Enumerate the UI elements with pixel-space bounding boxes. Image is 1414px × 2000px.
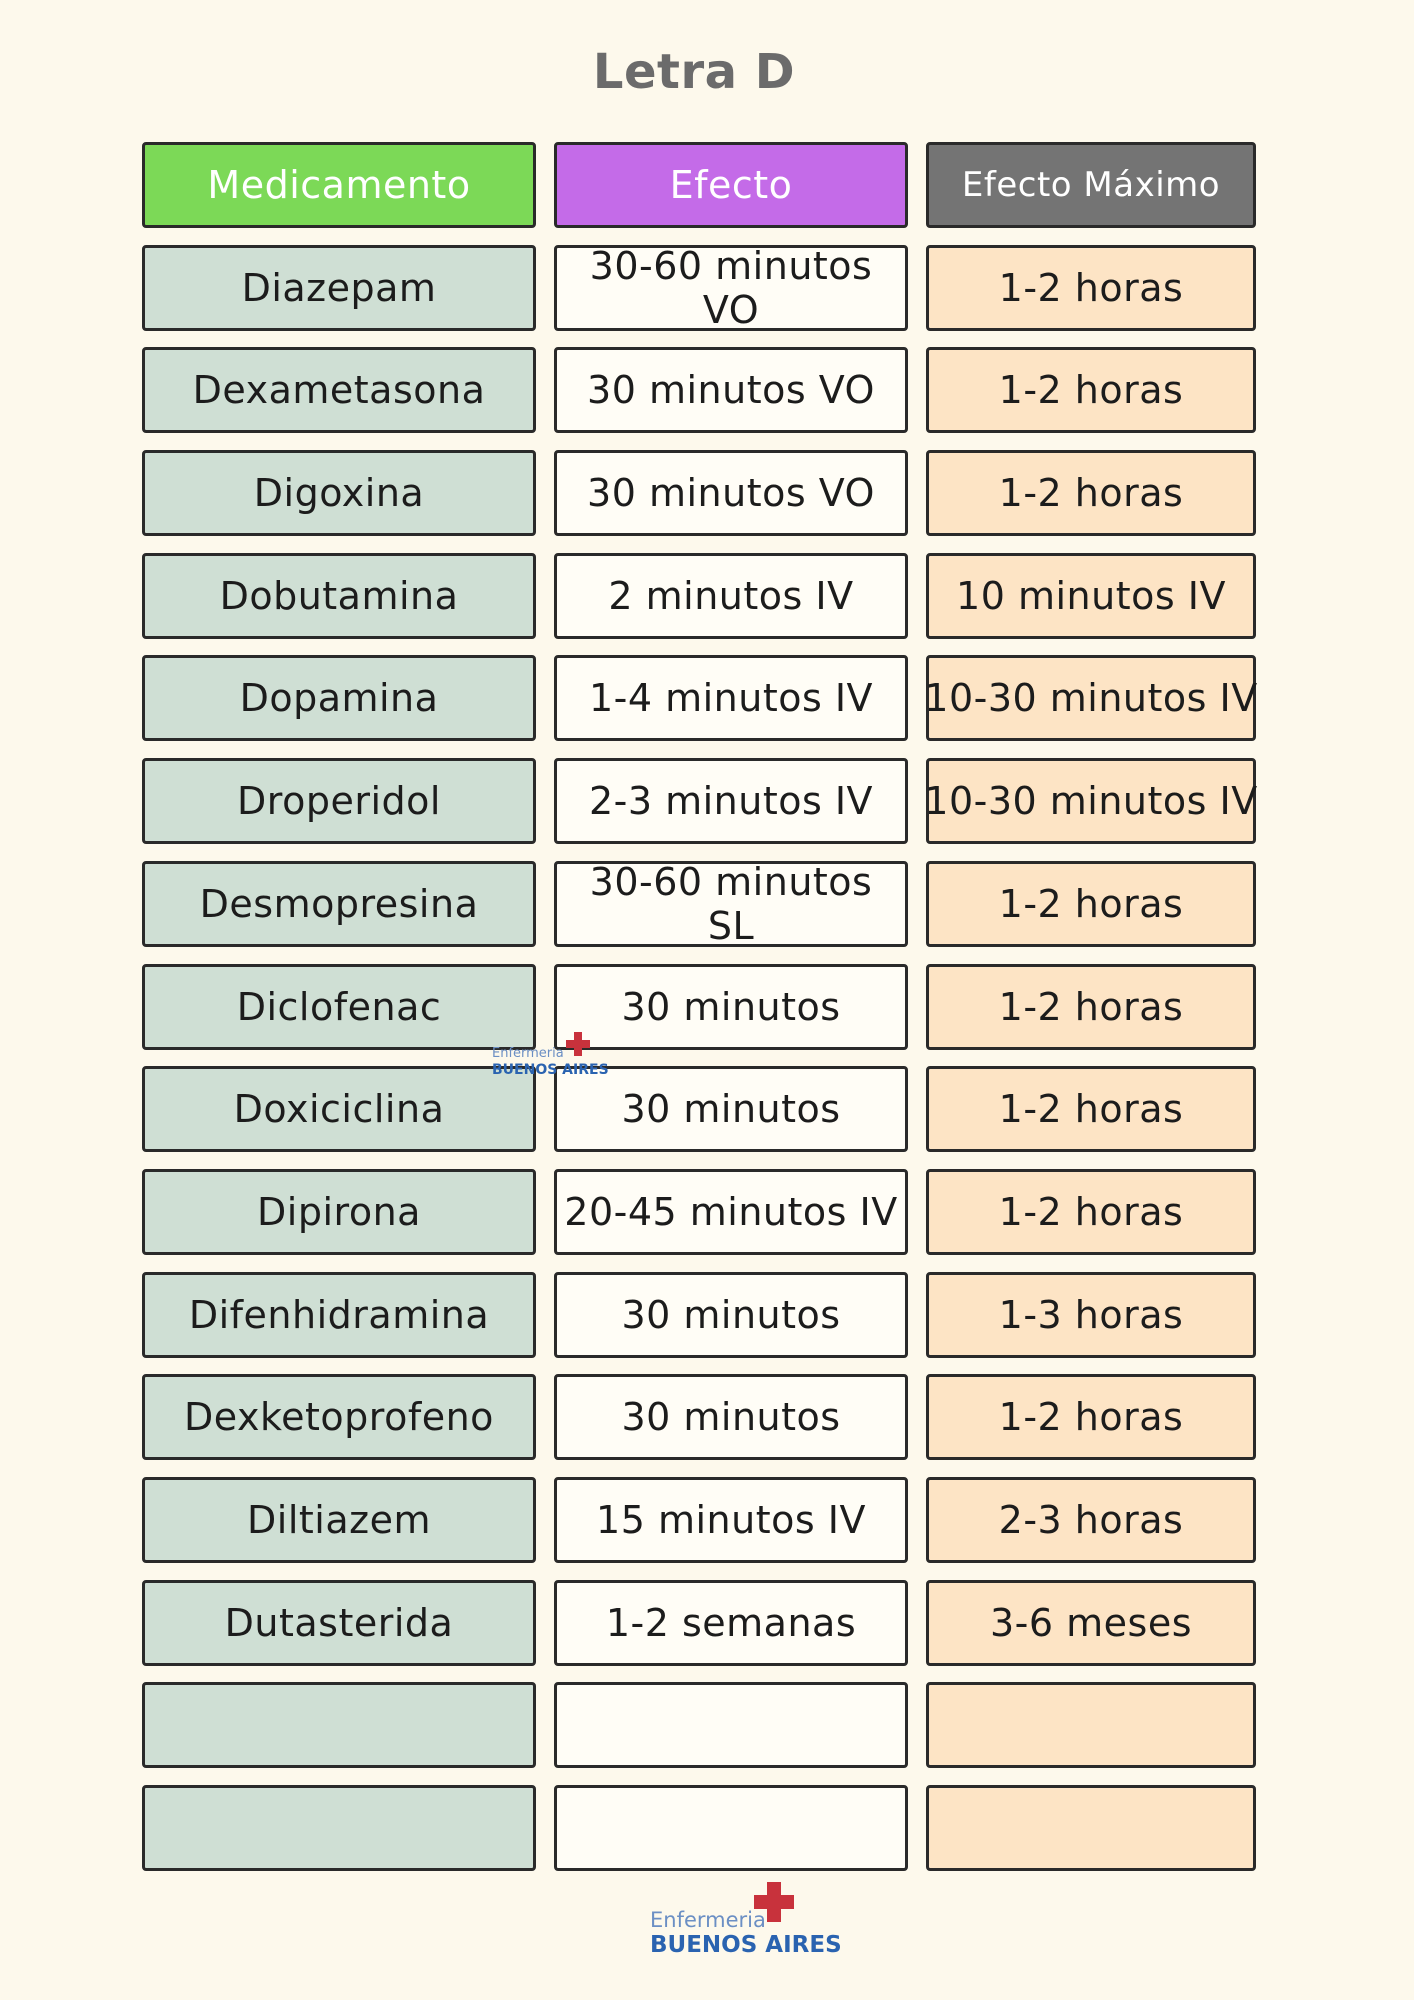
cell-efecto-maximo [926, 1785, 1256, 1871]
cell-efecto: 1-2 semanas [554, 1580, 908, 1666]
cell-medicamento [142, 1785, 536, 1871]
cell-medicamento [142, 1682, 536, 1768]
cell-efecto-maximo: 2-3 horas [926, 1477, 1256, 1563]
cell-efecto-maximo: 1-2 horas [926, 964, 1256, 1050]
cell-medicamento: Dutasterida [142, 1580, 536, 1666]
cell-medicamento: Dopamina [142, 655, 536, 741]
header-efecto-maximo: Efecto Máximo [926, 142, 1256, 228]
header-efecto: Efecto [554, 142, 908, 228]
cell-medicamento: Difenhidramina [142, 1272, 536, 1358]
cell-efecto: 2 minutos IV [554, 553, 908, 639]
logo-line2: BUENOS AIRES [650, 1932, 842, 1958]
cell-efecto: 30-60 minutos VO [554, 245, 908, 331]
cell-efecto: 30 minutos [554, 1066, 908, 1152]
drug-table [142, 142, 1256, 1871]
cell-efecto: 30 minutos [554, 1272, 908, 1358]
logo-line1: Enfermeria [650, 1908, 766, 1932]
cell-efecto-maximo: 1-2 horas [926, 245, 1256, 331]
cell-efecto-maximo: 1-2 horas [926, 1374, 1256, 1460]
cell-efecto-maximo: 1-2 horas [926, 1169, 1256, 1255]
cell-medicamento: Desmopresina [142, 861, 536, 947]
cell-efecto-maximo: 10-30 minutos IV [926, 655, 1256, 741]
cell-medicamento: Dipirona [142, 1169, 536, 1255]
cell-medicamento: Dobutamina [142, 553, 536, 639]
cell-efecto: 30 minutos VO [554, 347, 908, 433]
cell-medicamento: Diazepam [142, 245, 536, 331]
cell-medicamento: Dexametasona [142, 347, 536, 433]
cell-efecto-maximo: 1-2 horas [926, 347, 1256, 433]
page-title: Letra D [592, 44, 796, 100]
footer-logo [648, 1882, 848, 1962]
cell-medicamento: Diltiazem [142, 1477, 536, 1563]
watermark-line1: Enfermeria [492, 1046, 564, 1061]
cell-efecto: 20-45 minutos IV [554, 1169, 908, 1255]
cell-efecto [554, 1785, 908, 1871]
cell-efecto: 30-60 minutos SL [554, 861, 908, 947]
cell-efecto: 30 minutos [554, 1374, 908, 1460]
cell-medicamento: Doxiciclina [142, 1066, 536, 1152]
watermark-line2: BUENOS AIRES [492, 1062, 609, 1078]
cell-efecto-maximo [926, 1682, 1256, 1768]
cell-efecto-maximo: 1-2 horas [926, 1066, 1256, 1152]
cell-efecto: 30 minutos VO [554, 450, 908, 536]
cell-medicamento: Digoxina [142, 450, 536, 536]
cell-efecto-maximo: 1-2 horas [926, 861, 1256, 947]
cell-efecto-maximo: 1-2 horas [926, 450, 1256, 536]
cell-efecto: 15 minutos IV [554, 1477, 908, 1563]
header-medicamento: Medicamento [142, 142, 536, 228]
cell-efecto [554, 1682, 908, 1768]
cell-medicamento: Dexketoprofeno [142, 1374, 536, 1460]
cell-efecto-maximo: 10 minutos IV [926, 553, 1256, 639]
cell-efecto-maximo: 10-30 minutos IV [926, 758, 1256, 844]
cell-efecto-maximo: 3-6 meses [926, 1580, 1256, 1666]
cell-efecto-maximo: 1-3 horas [926, 1272, 1256, 1358]
cell-efecto: 2-3 minutos IV [554, 758, 908, 844]
cell-efecto: 30 minutos [554, 964, 908, 1050]
cell-medicamento: Diclofenac [142, 964, 536, 1050]
cell-efecto: 1-4 minutos IV [554, 655, 908, 741]
cell-medicamento: Droperidol [142, 758, 536, 844]
